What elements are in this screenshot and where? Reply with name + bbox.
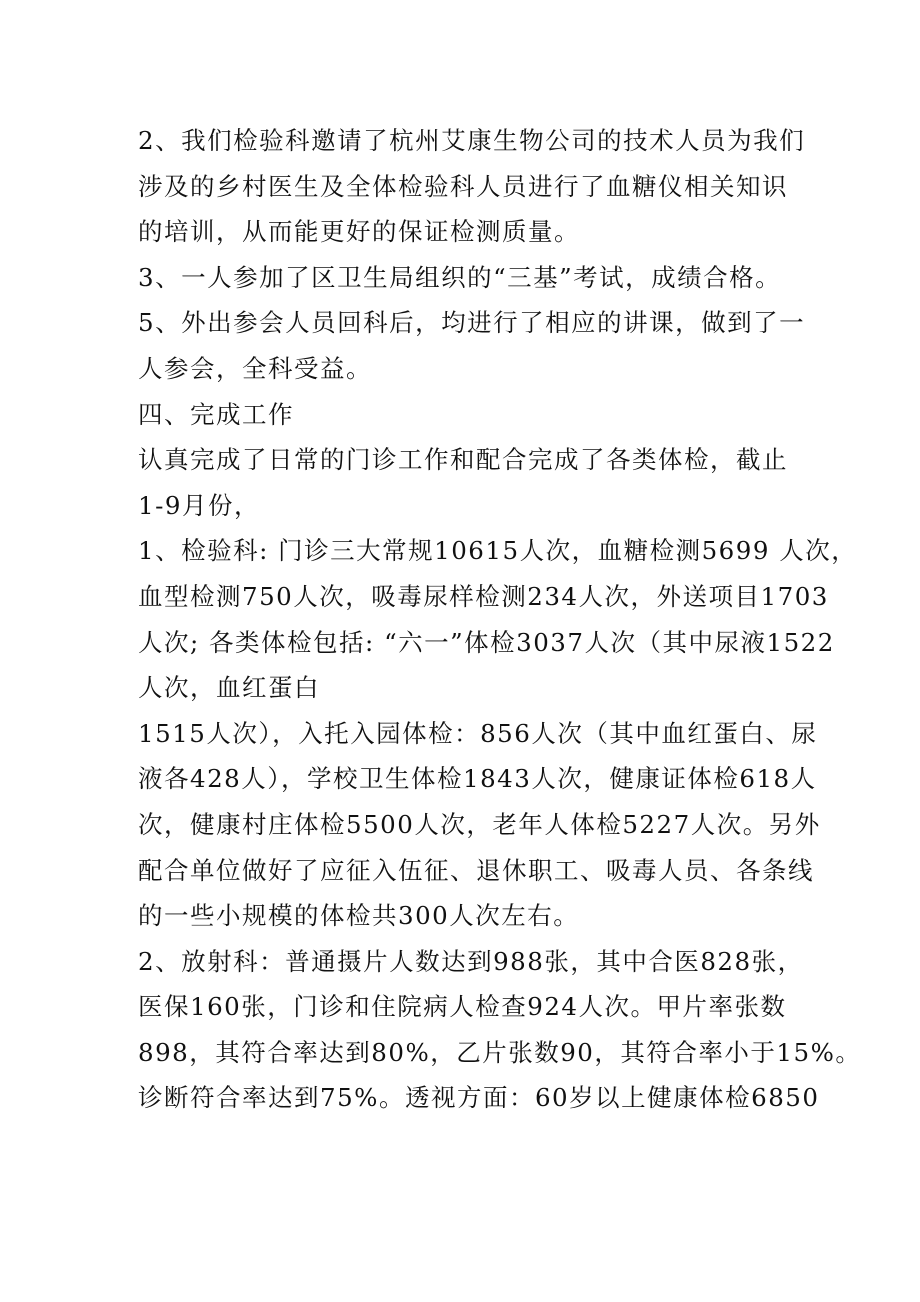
text-line-11: 血型检测750人次，吸毒尿样检测234人次，外送项目1703 [138, 581, 829, 611]
text-line-1: 2、我们检验科邀请了杭州艾康生物公司的技术人员为我们 [138, 126, 806, 155]
text-line-2: 涉及的乡村医生及全体检验科人员进行了血糖仪相关知识 [138, 171, 788, 201]
section-heading: 四、完成工作 [138, 399, 294, 429]
text-line-22: 诊断符合率达到75%。透视方面：60岁以上健康体检6850 [138, 1083, 820, 1113]
text-line-13: 人次，血红蛋白 [138, 673, 320, 703]
text-line-5: 5、外出参会人员回科后，均进行了相应的讲课，做到了一 [138, 308, 806, 338]
text-line-9: 1-9月份， [138, 490, 260, 520]
text-line-12: 人次; 各类体检包括: “六一”体检3037人次（其中尿液1522 [138, 627, 835, 657]
text-line-4: 3、一人参加了区卫生局组织的“三基”考试，成绩合格。 [138, 262, 782, 292]
text-line-10: 1、检验科: 门诊三大常规10615人次，血糖检测5699 人次， [138, 536, 858, 566]
text-line-18: 的一些小规模的体检共300人次左右。 [138, 901, 580, 931]
text-line-17: 配合单位做好了应征入伍征、退休职工、吸毒人员、各条线 [138, 855, 814, 885]
text-line-8: 认真完成了日常的门诊工作和配合完成了各类体检，截止 [138, 445, 788, 475]
text-line-19: 2、放射科：普通摄片人数达到988张，其中合医828张， [138, 946, 804, 976]
text-line-6: 人参会，全科受益。 [138, 353, 372, 383]
text-line-3: 的培训，从而能更好的保证检测质量。 [138, 217, 580, 247]
text-line-16: 次，健康村庄体检5500人次，老年人体检5227人次。另外 [138, 809, 821, 839]
text-line-21: 898，其符合率达到80%，乙片张数90，其符合率小于15%。 [138, 1037, 862, 1067]
text-line-15: 液各428人），学校卫生体检1843人次，健康证体检618人 [138, 764, 817, 794]
text-line-20: 医保160张，门诊和住院病人检查924人次。甲片率张数 [138, 992, 787, 1022]
body-text [138, 118, 862, 1121]
text-line-14: 1515人次），入托入园体检：856人次（其中血红蛋白、尿 [138, 718, 818, 748]
